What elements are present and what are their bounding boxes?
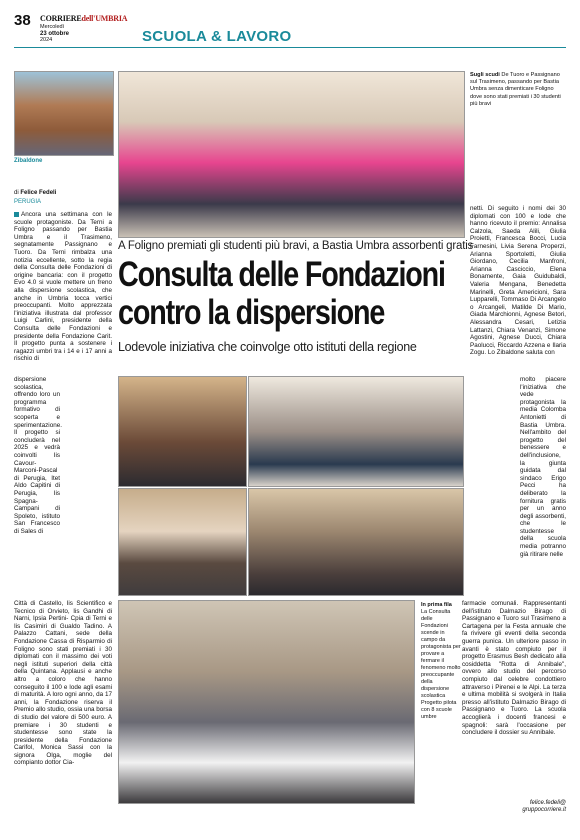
year: 2024	[40, 37, 53, 43]
header-rule	[14, 47, 566, 48]
award-ceremony-photo	[118, 488, 247, 596]
headline-line2: contro la dispersione	[118, 293, 385, 332]
author-email[interactable]	[522, 800, 566, 814]
author-prefix: di	[14, 190, 19, 196]
issue-date	[40, 24, 69, 44]
top-caption-text: De Tuoro e Passignano sul Trasimeno, passando per Bastia Umbra senza dimenticare Foligno dove sono stati premiati i 30 studenti più bravi	[470, 72, 561, 107]
page-number: 38	[14, 12, 31, 29]
email-domain: gruppocorriere.it	[522, 807, 566, 813]
mid-caption-title: In prima fila	[421, 602, 452, 608]
article-column-1c: Città di Castello, Iis Scientifico e Tecnico di Orvieto, Iis Gandhi di Narni, Ipsia Pertini- Cpia di Terni e Iis Casimiri di Gualdo Tadino. A Palazzo Cattani, sede della Fondazione Cassa di Risparmio di Foligno sono stati premiati i 30 diplomati con il massimo dei voti negli istituti superiori della città della Quintana. Applausi e anche altro a coloro che hanno conseguito il 100 e lode agli esami di maturità. A loro ogni anno, da 17 anni, la Fondazione riserva il Premio allo studio, ossia una borsa di studio del valore di 500 euro. A premiare i 30 studenti e studentesse sono state la presidente della Fondazione Carifol, Monica Sassi con la signora Olga, moglie del compianto dottor Cia-	[14, 600, 113, 767]
logo-part1: CORRIERE	[40, 14, 82, 23]
email-user: felice.fedeli@	[529, 800, 566, 806]
article-column-2b: molto piacere l'iniziativa che vede protagonista la media Colomba Antonietti di Bastia Umbra. Nell'ambito del progetto del benessere e dell'inclusione, la giunta guidata dal sindaco Erigo Pecci ha deliberato la fornitura gratis per un anno degli assorbenti, che le studentesse della scuola media potranno già ritirare nelle	[520, 376, 566, 558]
headline-line1: Consulta delle Fondazioni	[118, 255, 445, 294]
dateline-city: PERUGIA	[14, 199, 42, 205]
subheadline: Lodevole iniziativa che coinvolge otto istituti della regione	[118, 340, 417, 354]
kicker: A Foligno premiati gli studenti più bravi, a Bastia Umbra assorbenti gratis	[118, 240, 474, 252]
weekday: Mercoledì	[40, 24, 65, 30]
article-column-1b: dispersione scolastica, offrendo loro un programma formativo di scoperta e sperimentazione. Il progetto si concluderà nel 2025 e vedrà coinvolti Iis Cavour-Marconi-Pascal di Perugia, Itet Aldo Capitini di Perugia, Iis Spagna-Campani di Spoleto, istituto San Francesco di Sales di	[14, 376, 62, 535]
article-column-2: netti. Di seguito i nomi dei 30 diplomati con 100 e lode che hanno ricevuto il premio: Annalisa Calzola, Saeda Alili, Giulia Proietti, Francesca Bocci, Lucia Farnesini, Livia Serena Properzi, Arianna Sportoletti, Giulia Giordano, Cecilia Manfroni, Arianna Casciccio, Elena Bonamente, Gaia Guidubaldi, Valeria Mengana, Benedetta Marinelli, Greta Americioni, Sara Lupparelli, Tommaso Di Arcangelo o Arcangeli, Matilde Di Mario, Giada Marchionni, Agnese Betori, Alessandra Cesari, Letizia Lattanzi, Chiara Venanzi, Simone Agostini, Agnese Ducci, Chiara Paolucci, Riccardo Azzena e Ilaria Zogu. Lo Zibaldone saluta con	[470, 205, 566, 357]
article-column-1	[14, 211, 112, 363]
top-photo-caption	[470, 72, 566, 108]
column-1-text: Ancora una settimana con le scuole protagoniste. Da Terni a Foligno passando per Bastia Umbra e il Trasimeno, segnatamente Passignano e Tuoro. Da Terni rimbalza una notizia eccellente, sotto la regia della Consulta delle Fondazioni di origine bancaria: con il progetto Evo 4.0 si vuole mettere un freno alla dispersione scolastica, che anche in Umbria tocca vertici preoccupanti. Molto apprezzata l'iniziativa illustrata dal professor Luigi Carlini, presidente della Consulta delle Fondazioni e presidente della Fondazione Carit. Il progetto punta a sostenere i ragazzi umbri tra i 14 e i 17 anni a rischio di	[14, 211, 112, 363]
section-title: SCUOLA & LAVORO	[142, 28, 292, 45]
building-photo	[14, 71, 114, 156]
article-column-2c: farmacie comunali. Rappresentanti dell'istituto Dalmazio Birago di Passignano e Tuoro sul Trasimeno a Cartagena per la Festa annuale che fa rivivere gli eventi della seconda guerra punica. Un ulteriore passo in avanti è stato compiuto per il progetto Erasmus Besh dedicato alla cosiddetta "Rotta di Annibale", ovvero allo studio del percorso compiuto dal celebre condottiero attraverso i Pirenei e le Alpi. La terza e ultima mobilità si svolgerà in Italia presso all'istituto Dalmazio Birago di Passignano e Tuoro. La scuola accoglierà i docenti francesi e spagnoli: sarà l'occasione per concludere il dossier su Annibale.	[462, 600, 566, 737]
newspaper-logo	[40, 14, 127, 23]
graduates-photo	[248, 376, 464, 487]
mid-photo-caption	[421, 602, 461, 721]
consulta-meeting-photo	[118, 600, 415, 804]
author-name: Felice Fedeli	[20, 190, 57, 196]
date: 23 ottobre	[40, 30, 70, 37]
headline	[118, 255, 445, 332]
students-group-photo	[118, 71, 465, 238]
top-caption-title: Sugli scudi	[470, 72, 500, 78]
lead-square-icon	[14, 212, 19, 217]
audience-photo	[118, 376, 247, 487]
small-photo-caption: Zibaldone	[14, 158, 43, 164]
logo-part2: dell'UMBRIA	[81, 14, 128, 23]
seated-students-photo	[248, 488, 464, 596]
mid-caption-text: La Consulta delle Fondazioni scende in campo da protagonista per provare a fermare il fenomeno molto preoccupante della dispersione scolastica Progetto pilota con 8 scuole umbre	[421, 609, 461, 720]
byline	[14, 190, 56, 196]
